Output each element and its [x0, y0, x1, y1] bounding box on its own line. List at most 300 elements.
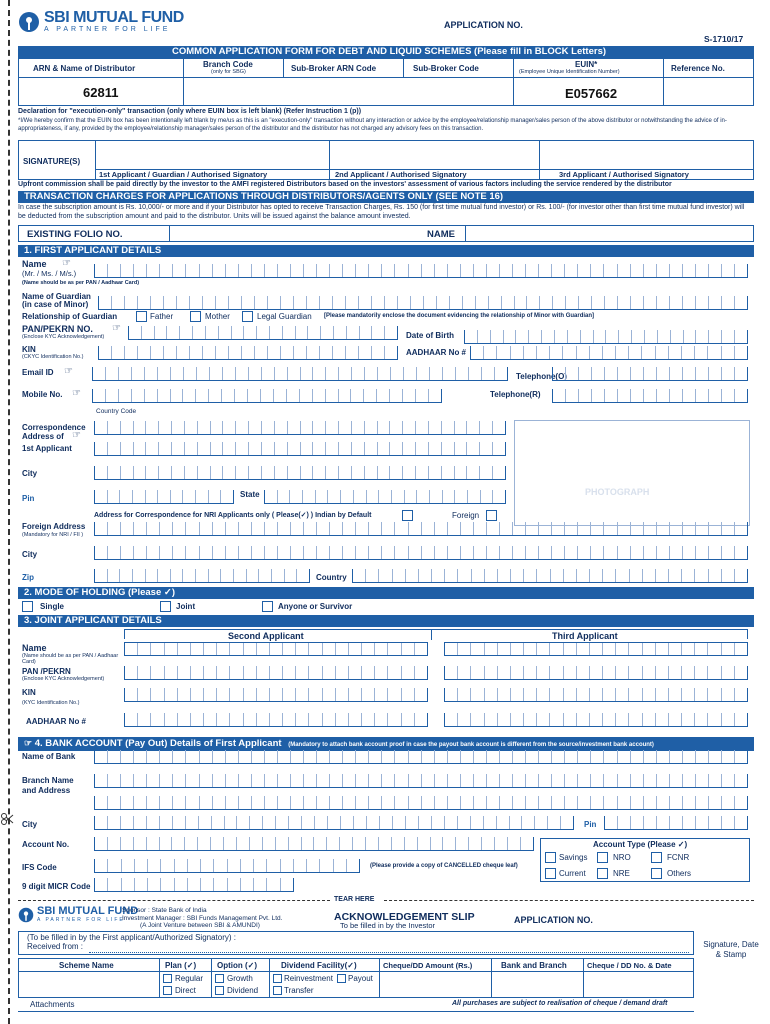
character-cell[interactable]: [576, 666, 589, 679]
character-cell[interactable]: [564, 750, 577, 763]
character-cell[interactable]: [288, 816, 301, 829]
character-cell[interactable]: [655, 666, 668, 679]
character-cell[interactable]: [293, 859, 306, 872]
character-cell[interactable]: [591, 389, 604, 402]
character-cell[interactable]: [483, 816, 496, 829]
character-cell[interactable]: [274, 367, 287, 380]
character-cell[interactable]: [401, 713, 414, 726]
transfer-checkbox[interactable]: [273, 986, 282, 995]
character-cell[interactable]: [132, 490, 145, 503]
character-cell[interactable]: [695, 546, 708, 559]
mother-checkbox[interactable]: [190, 311, 201, 322]
character-cell[interactable]: [274, 421, 287, 434]
character-cell[interactable]: [708, 774, 721, 787]
character-cell[interactable]: [381, 546, 394, 559]
character-cell[interactable]: [391, 837, 404, 850]
character-cell[interactable]: [416, 490, 429, 503]
arn-value[interactable]: 62811: [83, 85, 119, 100]
character-cell[interactable]: [301, 837, 314, 850]
character-cell[interactable]: [261, 421, 274, 434]
character-cell[interactable]: [256, 643, 269, 655]
s1-mobile-input[interactable]: [92, 389, 442, 403]
character-cell[interactable]: [243, 326, 256, 339]
character-cell[interactable]: [447, 522, 460, 535]
character-cell[interactable]: [174, 859, 187, 872]
character-cell[interactable]: [708, 816, 721, 829]
character-cell[interactable]: [494, 367, 507, 380]
character-cell[interactable]: [655, 713, 668, 726]
character-cell[interactable]: [449, 296, 462, 309]
reinvestment-checkbox[interactable]: [273, 974, 282, 983]
character-cell[interactable]: [656, 750, 669, 763]
character-cell[interactable]: [212, 774, 225, 787]
character-cell[interactable]: [434, 264, 447, 277]
character-cell[interactable]: [266, 859, 279, 872]
character-cell[interactable]: [603, 774, 616, 787]
character-cell[interactable]: [277, 774, 290, 787]
character-cell[interactable]: [251, 796, 264, 809]
character-cell[interactable]: [351, 466, 364, 479]
character-cell[interactable]: [120, 796, 133, 809]
character-cell[interactable]: [471, 346, 483, 359]
s1-tel-r-input[interactable]: [552, 389, 748, 403]
character-cell[interactable]: [615, 666, 628, 679]
character-cell[interactable]: [286, 389, 299, 402]
character-cell[interactable]: [694, 666, 707, 679]
character-cell[interactable]: [203, 688, 216, 701]
character-cell[interactable]: [473, 774, 486, 787]
character-cell[interactable]: [734, 750, 747, 763]
character-cell[interactable]: [431, 816, 444, 829]
character-cell[interactable]: [551, 774, 564, 787]
character-cell[interactable]: [355, 750, 368, 763]
character-cell[interactable]: [282, 713, 295, 726]
character-cell[interactable]: [295, 666, 308, 679]
character-cell[interactable]: [721, 296, 734, 309]
character-cell[interactable]: [547, 816, 560, 829]
character-cell[interactable]: [551, 750, 564, 763]
character-cell[interactable]: [414, 713, 427, 726]
character-cell[interactable]: [216, 713, 229, 726]
character-cell[interactable]: [325, 466, 338, 479]
character-cell[interactable]: [231, 326, 244, 339]
character-cell[interactable]: [394, 774, 407, 787]
character-cell[interactable]: [656, 367, 669, 380]
character-cell[interactable]: [202, 296, 215, 309]
character-cell[interactable]: [656, 546, 669, 559]
character-cell[interactable]: [160, 859, 173, 872]
character-cell[interactable]: [525, 546, 538, 559]
character-cell[interactable]: [734, 643, 747, 655]
character-cell[interactable]: [107, 264, 120, 277]
s1-guardian-input[interactable]: [98, 296, 748, 310]
character-cell[interactable]: [657, 330, 670, 343]
character-cell[interactable]: [248, 466, 261, 479]
character-cell[interactable]: [477, 330, 490, 343]
character-cell[interactable]: [190, 666, 203, 679]
character-cell[interactable]: [251, 264, 264, 277]
character-cell[interactable]: [473, 546, 486, 559]
character-cell[interactable]: [695, 296, 708, 309]
character-cell[interactable]: [121, 859, 134, 872]
character-cell[interactable]: [274, 442, 287, 455]
character-cell[interactable]: [326, 837, 339, 850]
s1-pan-input[interactable]: [128, 326, 398, 340]
character-cell[interactable]: [95, 796, 107, 809]
character-cell[interactable]: [269, 666, 282, 679]
character-cell[interactable]: [159, 816, 172, 829]
character-cell[interactable]: [682, 796, 695, 809]
character-cell[interactable]: [460, 774, 473, 787]
character-cell[interactable]: [300, 466, 313, 479]
character-cell[interactable]: [157, 389, 170, 402]
character-cell[interactable]: [465, 330, 477, 343]
character-cell[interactable]: [107, 546, 120, 559]
character-cell[interactable]: [681, 346, 694, 359]
character-cell[interactable]: [260, 389, 273, 402]
character-cell[interactable]: [642, 569, 655, 582]
character-cell[interactable]: [277, 750, 290, 763]
character-cell[interactable]: [303, 796, 316, 809]
character-cell[interactable]: [445, 643, 457, 655]
character-cell[interactable]: [158, 466, 171, 479]
character-cell[interactable]: [322, 666, 335, 679]
character-cell[interactable]: [721, 688, 734, 701]
character-cell[interactable]: [170, 389, 183, 402]
character-cell[interactable]: [171, 837, 184, 850]
character-cell[interactable]: [190, 643, 203, 655]
character-cell[interactable]: [266, 878, 279, 891]
character-cell[interactable]: [734, 774, 747, 787]
character-cell[interactable]: [129, 326, 141, 339]
character-cell[interactable]: [172, 816, 185, 829]
character-cell[interactable]: [342, 546, 355, 559]
character-cell[interactable]: [332, 346, 345, 359]
character-cell[interactable]: [492, 421, 505, 434]
s1-dob-input[interactable]: [464, 330, 748, 344]
character-cell[interactable]: [209, 367, 222, 380]
character-cell[interactable]: [454, 442, 467, 455]
character-cell[interactable]: [227, 878, 240, 891]
character-cell[interactable]: [669, 796, 682, 809]
character-cell[interactable]: [590, 796, 603, 809]
character-cell[interactable]: [95, 546, 107, 559]
character-cell[interactable]: [95, 859, 107, 872]
character-cell[interactable]: [591, 367, 604, 380]
character-cell[interactable]: [303, 750, 316, 763]
character-cell[interactable]: [320, 326, 333, 339]
character-cell[interactable]: [577, 750, 590, 763]
character-cell[interactable]: [405, 816, 418, 829]
character-cell[interactable]: [499, 774, 512, 787]
character-cell[interactable]: [682, 750, 695, 763]
character-cell[interactable]: [392, 569, 405, 582]
character-cell[interactable]: [457, 713, 470, 726]
character-cell[interactable]: [300, 442, 313, 455]
character-cell[interactable]: [473, 750, 486, 763]
character-cell[interactable]: [486, 264, 499, 277]
character-cell[interactable]: [238, 750, 251, 763]
character-cell[interactable]: [499, 546, 512, 559]
character-cell[interactable]: [565, 296, 578, 309]
character-cell[interactable]: [603, 264, 616, 277]
country-input[interactable]: [352, 569, 748, 583]
character-cell[interactable]: [107, 816, 120, 829]
character-cell[interactable]: [468, 837, 481, 850]
character-cell[interactable]: [314, 816, 327, 829]
character-cell[interactable]: [224, 816, 237, 829]
character-cell[interactable]: [353, 569, 365, 582]
character-cell[interactable]: [176, 346, 189, 359]
character-cell[interactable]: [171, 442, 184, 455]
character-cell[interactable]: [734, 346, 747, 359]
character-cell[interactable]: [325, 367, 338, 380]
character-cell[interactable]: [133, 546, 146, 559]
character-cell[interactable]: [475, 296, 488, 309]
character-cell[interactable]: [486, 750, 499, 763]
character-cell[interactable]: [137, 296, 150, 309]
character-cell[interactable]: [182, 569, 195, 582]
character-cell[interactable]: [536, 688, 549, 701]
character-cell[interactable]: [119, 490, 132, 503]
character-cell[interactable]: [269, 643, 282, 655]
character-cell[interactable]: [510, 643, 523, 655]
character-cell[interactable]: [669, 774, 682, 787]
character-cell[interactable]: [473, 264, 486, 277]
character-cell[interactable]: [210, 442, 223, 455]
character-cell[interactable]: [615, 643, 628, 655]
character-cell[interactable]: [160, 878, 173, 891]
character-cell[interactable]: [95, 837, 107, 850]
character-cell[interactable]: [208, 490, 221, 503]
character-cell[interactable]: [203, 643, 216, 655]
character-cell[interactable]: [133, 466, 146, 479]
character-cell[interactable]: [416, 367, 429, 380]
character-cell[interactable]: [174, 878, 187, 891]
character-cell[interactable]: [111, 296, 124, 309]
character-cell[interactable]: [95, 442, 107, 455]
character-cell[interactable]: [512, 796, 525, 809]
character-cell[interactable]: [734, 522, 747, 535]
character-cell[interactable]: [329, 546, 342, 559]
character-cell[interactable]: [234, 389, 247, 402]
character-cell[interactable]: [415, 421, 428, 434]
character-cell[interactable]: [615, 713, 628, 726]
character-cell[interactable]: [215, 296, 228, 309]
bank-city-input[interactable]: [94, 816, 574, 830]
character-cell[interactable]: [205, 326, 218, 339]
character-cell[interactable]: [159, 837, 172, 850]
character-cell[interactable]: [238, 264, 251, 277]
character-cell[interactable]: [301, 816, 314, 829]
character-cell[interactable]: [457, 816, 470, 829]
character-cell[interactable]: [514, 296, 527, 309]
character-cell[interactable]: [501, 296, 514, 309]
character-cell[interactable]: [589, 569, 602, 582]
character-cell[interactable]: [120, 774, 133, 787]
character-cell[interactable]: [256, 688, 269, 701]
character-cell[interactable]: [342, 264, 355, 277]
character-cell[interactable]: [578, 367, 591, 380]
character-cell[interactable]: [442, 837, 455, 850]
character-cell[interactable]: [434, 546, 447, 559]
character-cell[interactable]: [549, 688, 562, 701]
character-cell[interactable]: [734, 546, 747, 559]
character-cell[interactable]: [182, 490, 195, 503]
character-cell[interactable]: [656, 816, 669, 829]
character-cell[interactable]: [296, 569, 309, 582]
character-cell[interactable]: [280, 859, 293, 872]
character-cell[interactable]: [248, 442, 261, 455]
character-cell[interactable]: [444, 816, 457, 829]
character-cell[interactable]: [497, 643, 510, 655]
character-cell[interactable]: [682, 774, 695, 787]
character-cell[interactable]: [195, 569, 208, 582]
character-cell[interactable]: [668, 569, 681, 582]
character-cell[interactable]: [315, 490, 328, 503]
character-cell[interactable]: [368, 264, 381, 277]
character-cell[interactable]: [287, 367, 300, 380]
character-cell[interactable]: [185, 546, 198, 559]
character-cell[interactable]: [290, 774, 303, 787]
character-cell[interactable]: [345, 296, 358, 309]
character-cell[interactable]: [565, 367, 578, 380]
character-cell[interactable]: [682, 296, 695, 309]
character-cell[interactable]: [120, 816, 133, 829]
character-cell[interactable]: [681, 643, 694, 655]
character-cell[interactable]: [185, 796, 198, 809]
character-cell[interactable]: [280, 346, 293, 359]
character-cell[interactable]: [682, 546, 695, 559]
character-cell[interactable]: [241, 346, 254, 359]
character-cell[interactable]: [190, 688, 203, 701]
character-cell[interactable]: [589, 713, 602, 726]
character-cell[interactable]: [197, 421, 210, 434]
character-cell[interactable]: [163, 296, 176, 309]
character-cell[interactable]: [434, 522, 447, 535]
character-cell[interactable]: [462, 296, 475, 309]
character-cell[interactable]: [668, 688, 681, 701]
current-checkbox[interactable]: [545, 868, 556, 879]
character-cell[interactable]: [273, 389, 286, 402]
character-cell[interactable]: [644, 330, 657, 343]
character-cell[interactable]: [408, 774, 421, 787]
character-cell[interactable]: [95, 878, 107, 891]
character-cell[interactable]: [192, 326, 205, 339]
character-cell[interactable]: [734, 296, 747, 309]
character-cell[interactable]: [421, 522, 434, 535]
character-cell[interactable]: [327, 816, 340, 829]
character-cell[interactable]: [355, 796, 368, 809]
character-cell[interactable]: [269, 326, 282, 339]
character-cell[interactable]: [146, 774, 159, 787]
character-cell[interactable]: [486, 796, 499, 809]
character-cell[interactable]: [133, 774, 146, 787]
character-cell[interactable]: [172, 264, 185, 277]
character-cell[interactable]: [394, 264, 407, 277]
character-cell[interactable]: [95, 774, 107, 787]
character-cell[interactable]: [124, 296, 137, 309]
character-cell[interactable]: [293, 346, 306, 359]
character-cell[interactable]: [668, 713, 681, 726]
character-cell[interactable]: [364, 421, 377, 434]
character-cell[interactable]: [387, 643, 400, 655]
character-cell[interactable]: [371, 326, 384, 339]
character-cell[interactable]: [628, 713, 641, 726]
character-cell[interactable]: [364, 442, 377, 455]
character-cell[interactable]: [563, 643, 576, 655]
character-cell[interactable]: [254, 346, 267, 359]
character-cell[interactable]: [655, 346, 668, 359]
character-cell[interactable]: [190, 713, 203, 726]
character-cell[interactable]: [199, 750, 212, 763]
regular-checkbox[interactable]: [163, 974, 172, 983]
character-cell[interactable]: [365, 569, 378, 582]
character-cell[interactable]: [124, 346, 137, 359]
character-cell[interactable]: [358, 296, 371, 309]
character-cell[interactable]: [159, 796, 172, 809]
character-cell[interactable]: [290, 750, 303, 763]
character-cell[interactable]: [137, 643, 150, 655]
character-cell[interactable]: [159, 774, 172, 787]
character-cell[interactable]: [185, 750, 198, 763]
character-cell[interactable]: [374, 666, 387, 679]
character-cell[interactable]: [338, 442, 351, 455]
character-cell[interactable]: [264, 774, 277, 787]
character-cell[interactable]: [295, 326, 308, 339]
character-cell[interactable]: [734, 330, 747, 343]
character-cell[interactable]: [402, 442, 415, 455]
character-cell[interactable]: [389, 466, 402, 479]
savings-checkbox[interactable]: [545, 852, 556, 863]
character-cell[interactable]: [563, 713, 576, 726]
character-cell[interactable]: [316, 522, 329, 535]
character-cell[interactable]: [486, 546, 499, 559]
character-cell[interactable]: [734, 666, 747, 679]
character-cell[interactable]: [158, 442, 171, 455]
character-cell[interactable]: [184, 466, 197, 479]
character-cell[interactable]: [150, 713, 163, 726]
character-cell[interactable]: [197, 837, 210, 850]
character-cell[interactable]: [221, 389, 234, 402]
character-cell[interactable]: [401, 666, 414, 679]
character-cell[interactable]: [428, 442, 441, 455]
character-cell[interactable]: [656, 796, 669, 809]
signature-1-field[interactable]: [99, 143, 325, 167]
character-cell[interactable]: [261, 367, 274, 380]
signature-3-field[interactable]: [543, 143, 749, 167]
character-cell[interactable]: [125, 713, 137, 726]
character-cell[interactable]: [631, 330, 644, 343]
character-cell[interactable]: [145, 490, 158, 503]
character-cell[interactable]: [669, 522, 682, 535]
character-cell[interactable]: [146, 264, 159, 277]
direct-checkbox[interactable]: [163, 986, 172, 995]
character-cell[interactable]: [355, 546, 368, 559]
character-cell[interactable]: [642, 688, 655, 701]
character-cell[interactable]: [144, 367, 157, 380]
character-cell[interactable]: [734, 367, 747, 380]
character-cell[interactable]: [642, 666, 655, 679]
character-cell[interactable]: [617, 750, 630, 763]
character-cell[interactable]: [708, 296, 721, 309]
character-cell[interactable]: [708, 522, 721, 535]
character-cell[interactable]: [235, 466, 248, 479]
character-cell[interactable]: [445, 688, 457, 701]
character-cell[interactable]: [212, 796, 225, 809]
character-cell[interactable]: [220, 490, 233, 503]
character-cell[interactable]: [630, 264, 643, 277]
